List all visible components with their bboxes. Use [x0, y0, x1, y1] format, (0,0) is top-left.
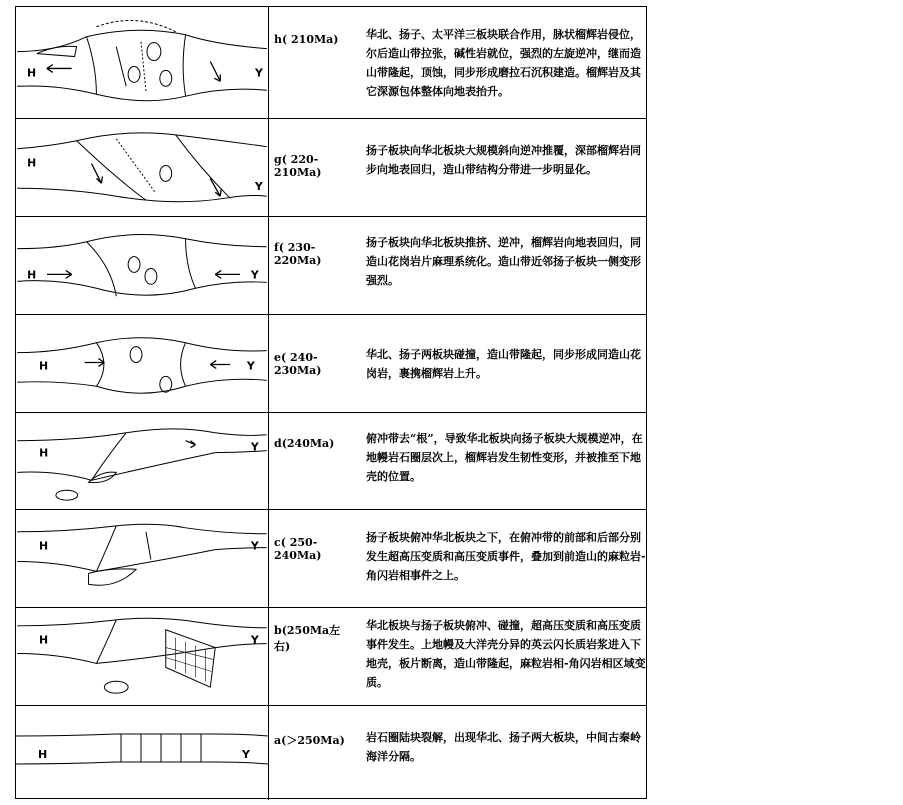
- column-divider: [268, 608, 269, 705]
- stage-desc-c: 扬子板块俯冲华北板块之下，在俯冲带的前部和后部分别发生超高压变质和高压变质事件，叠加到前造山的麻粒岩-角闪岩相事件之上。: [366, 531, 646, 582]
- stage-row-c: [16, 510, 646, 608]
- stage-desc-g: 扬子板块向华北板块大规模斜向逆冲推覆，深部榴辉岩同步向地表回归，造山带结构分带进一步明显化。: [366, 144, 641, 176]
- sketch-a-svg: [16, 706, 268, 800]
- sketch-g: [16, 119, 268, 216]
- sketch-d-left-label: H: [39, 446, 49, 460]
- column-divider: [268, 510, 269, 607]
- sketch-b-svg: [16, 608, 268, 705]
- sketch-a-right-label: Y: [242, 748, 250, 761]
- stage-row-g: [16, 119, 646, 217]
- sketch-e-svg: [16, 315, 268, 412]
- stage-row-b: [16, 608, 646, 706]
- sketch-d: [16, 413, 268, 509]
- sketch-e-right-label: Y: [246, 359, 255, 373]
- sketch-f: [16, 217, 268, 314]
- sketch-e: [16, 315, 268, 412]
- sketch-c-left-label: H: [39, 539, 49, 553]
- sketch-h: [16, 7, 268, 118]
- sketch-d-right-label: Y: [250, 440, 259, 454]
- stage-desc-b: 华北板块与扬子板块俯冲、碰撞，超高压变质和高压变质事件发生。上地幔及大洋壳分异的英云闪长质岩浆进入下地壳，板片断离，造山带隆起，麻粒岩相-角闪岩相区域变质。: [366, 619, 646, 689]
- stage-label-d: d(240Ma): [274, 437, 335, 450]
- sketch-f-right-label: Y: [250, 268, 259, 282]
- stage-row-h: [16, 7, 646, 119]
- sketch-g-svg: [16, 119, 268, 216]
- stage-label-b: b(250Ma左右): [274, 624, 341, 653]
- stage-desc-f: 扬子板块向华北板块推挤、逆冲，榴辉岩向地表回归，同造山花岗岩片麻理系统化。造山带近邻扬子板块一侧变形强烈。: [366, 236, 641, 287]
- sketch-h-right-label: Y: [254, 66, 263, 80]
- stage-label-e: e( 240-230Ma): [274, 351, 322, 377]
- stage-row-e: [16, 315, 646, 413]
- column-divider: [268, 413, 269, 509]
- sketch-f-left-label: H: [27, 268, 37, 282]
- sketch-c-svg: [16, 510, 268, 607]
- stage-desc-e: 华北、扬子两板块碰撞，造山带隆起，同步形成同造山花岗岩，裹携榴辉岩上升。: [366, 348, 641, 380]
- column-divider: [268, 706, 269, 800]
- sketch-b: [16, 608, 268, 705]
- column-divider: [268, 7, 269, 118]
- sketch-c: [16, 510, 268, 607]
- sketch-b-left-label: H: [39, 633, 49, 647]
- stage-row-f: [16, 217, 646, 315]
- column-divider: [268, 315, 269, 412]
- stage-label-h: h( 210Ma): [274, 33, 339, 46]
- stage-label-f: f( 230-220Ma): [274, 241, 322, 267]
- sketch-a: [16, 706, 268, 800]
- stage-label-g: g( 220-210Ma): [274, 153, 322, 179]
- column-divider: [268, 119, 269, 216]
- sketch-d-svg: [16, 413, 268, 509]
- column-divider: [268, 217, 269, 314]
- sketch-h-left-label: H: [27, 66, 37, 80]
- sketch-f-svg: [16, 217, 268, 314]
- stage-row-a: [16, 706, 646, 800]
- stage-desc-d: 俯冲带去“根”，导致华北板块向扬子板块大规模逆冲，在地幔岩石圈层次上，榴辉岩发生韧性变形，并被推至下地壳的位置。: [366, 432, 643, 483]
- sketch-h-svg: [16, 7, 268, 118]
- sketch-g-left-label: H: [27, 156, 37, 170]
- sketch-b-right-label: Y: [250, 633, 259, 647]
- sketch-e-left-label: H: [39, 359, 49, 373]
- sketch-g-right-label: Y: [254, 180, 263, 194]
- stage-desc-h: 华北、扬子、太平洋三板块联合作用，脉状榴辉岩侵位，尔后造山带拉张，碱性岩就位，强烈的左旋逆冲，继而造山带隆起，顶蚀，同步形成磨拉石沉积建造。榴辉岩及其它深源包体整体向地表抬升。: [366, 28, 641, 98]
- stage-desc-a: 岩石圈陆块裂解，出现华北、扬子两大板块，中间古秦岭海洋分隔。: [366, 731, 641, 763]
- stage-label-a: a(＞250Ma): [274, 734, 345, 747]
- sketch-c-right-label: Y: [250, 539, 259, 553]
- stage-row-d: [16, 413, 646, 510]
- evolution-table: [15, 6, 647, 799]
- sketch-a-left-label: H: [38, 748, 48, 761]
- stage-label-c: c( 250-240Ma): [274, 536, 322, 562]
